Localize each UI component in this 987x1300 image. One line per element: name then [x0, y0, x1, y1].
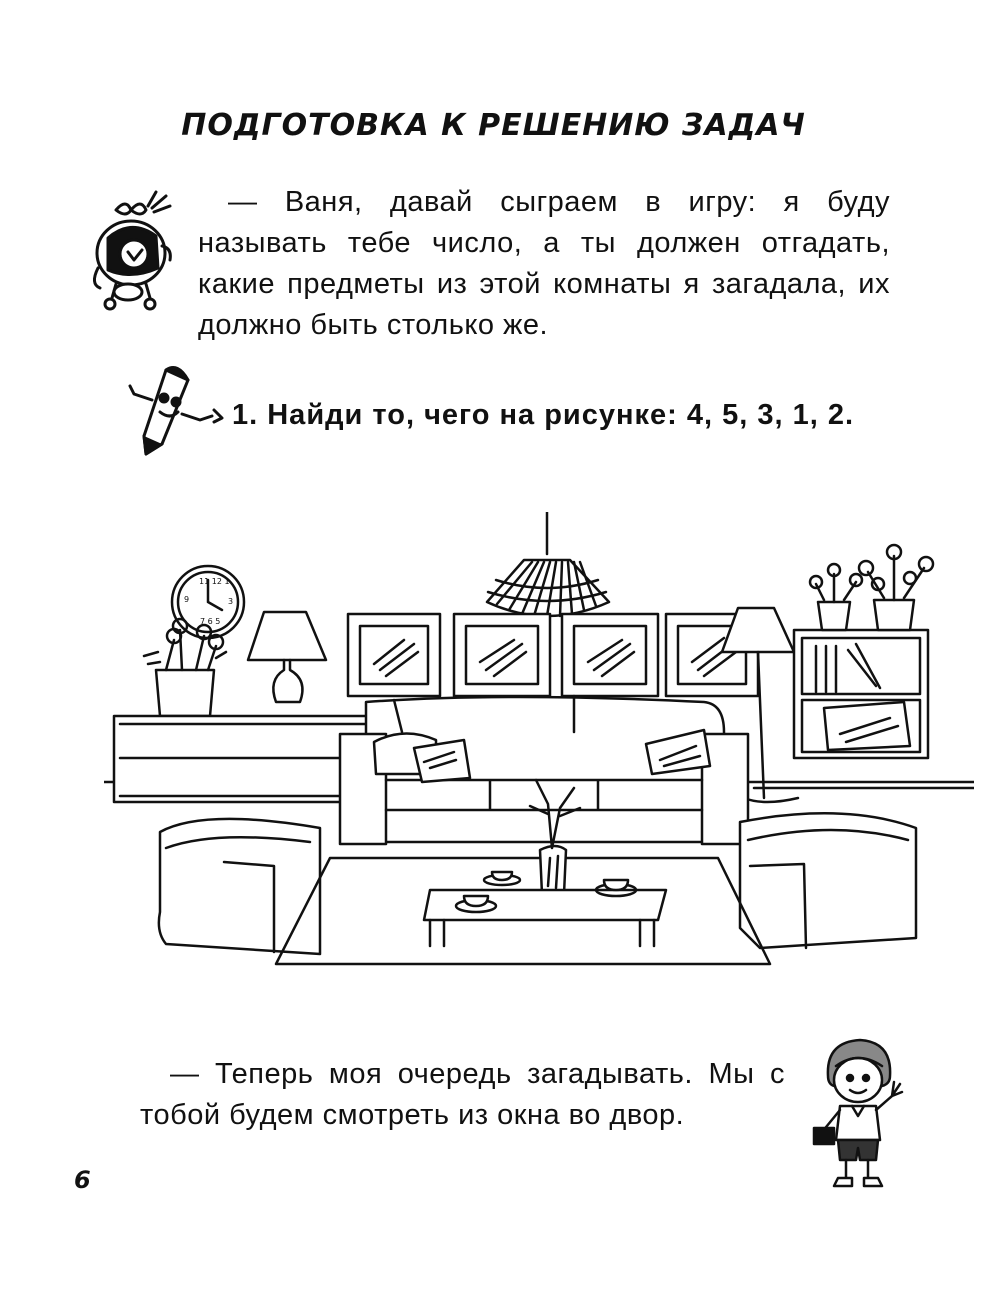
boy-character-icon — [808, 1036, 908, 1194]
wall-picture-icon — [454, 614, 550, 696]
pencil-character-icon — [126, 360, 230, 460]
coffee-table-icon — [424, 890, 666, 946]
sideboard-icon — [114, 716, 372, 802]
sofa-icon — [340, 696, 748, 844]
cup-icon — [484, 872, 520, 885]
page-title: ПОДГОТОВКА К РЕШЕНИЮ ЗАДАЧ — [181, 108, 806, 143]
page-number: 6 — [74, 1166, 91, 1194]
robot-girl-character-icon — [86, 188, 186, 328]
living-room-scene — [104, 512, 974, 977]
wall-picture-icon — [562, 614, 658, 696]
pendant-lamp-icon — [487, 512, 609, 616]
wall-picture-icon — [348, 614, 440, 696]
table-lamp-icon — [248, 612, 326, 702]
intro-paragraph: — Ваня, давай сыграем в игру: я буду называть тебе число, а ты должен отгадать, какие предметы из этой комнаты я загадала, их должно быть столько же. — [198, 186, 890, 341]
armchair-icon — [159, 819, 320, 954]
task-1-text: 1. Найди то, чего на рисунке: 4, 5, 3, 1, 2. — [232, 399, 855, 431]
svg-text:9: 9 — [184, 595, 190, 604]
svg-text:7 6 5: 7 6 5 — [200, 617, 221, 626]
potted-plant-icon — [810, 564, 862, 630]
potted-plant-icon — [859, 545, 933, 630]
bookshelf-icon — [794, 630, 928, 758]
svg-text:3: 3 — [228, 597, 234, 606]
svg-text:11 12 1: 11 12 1 — [199, 577, 230, 586]
closing-paragraph: — Теперь моя очередь загадывать. Мы с тобой будем смотреть из окна во двор. — [140, 1058, 785, 1131]
armchair-icon — [740, 813, 916, 948]
